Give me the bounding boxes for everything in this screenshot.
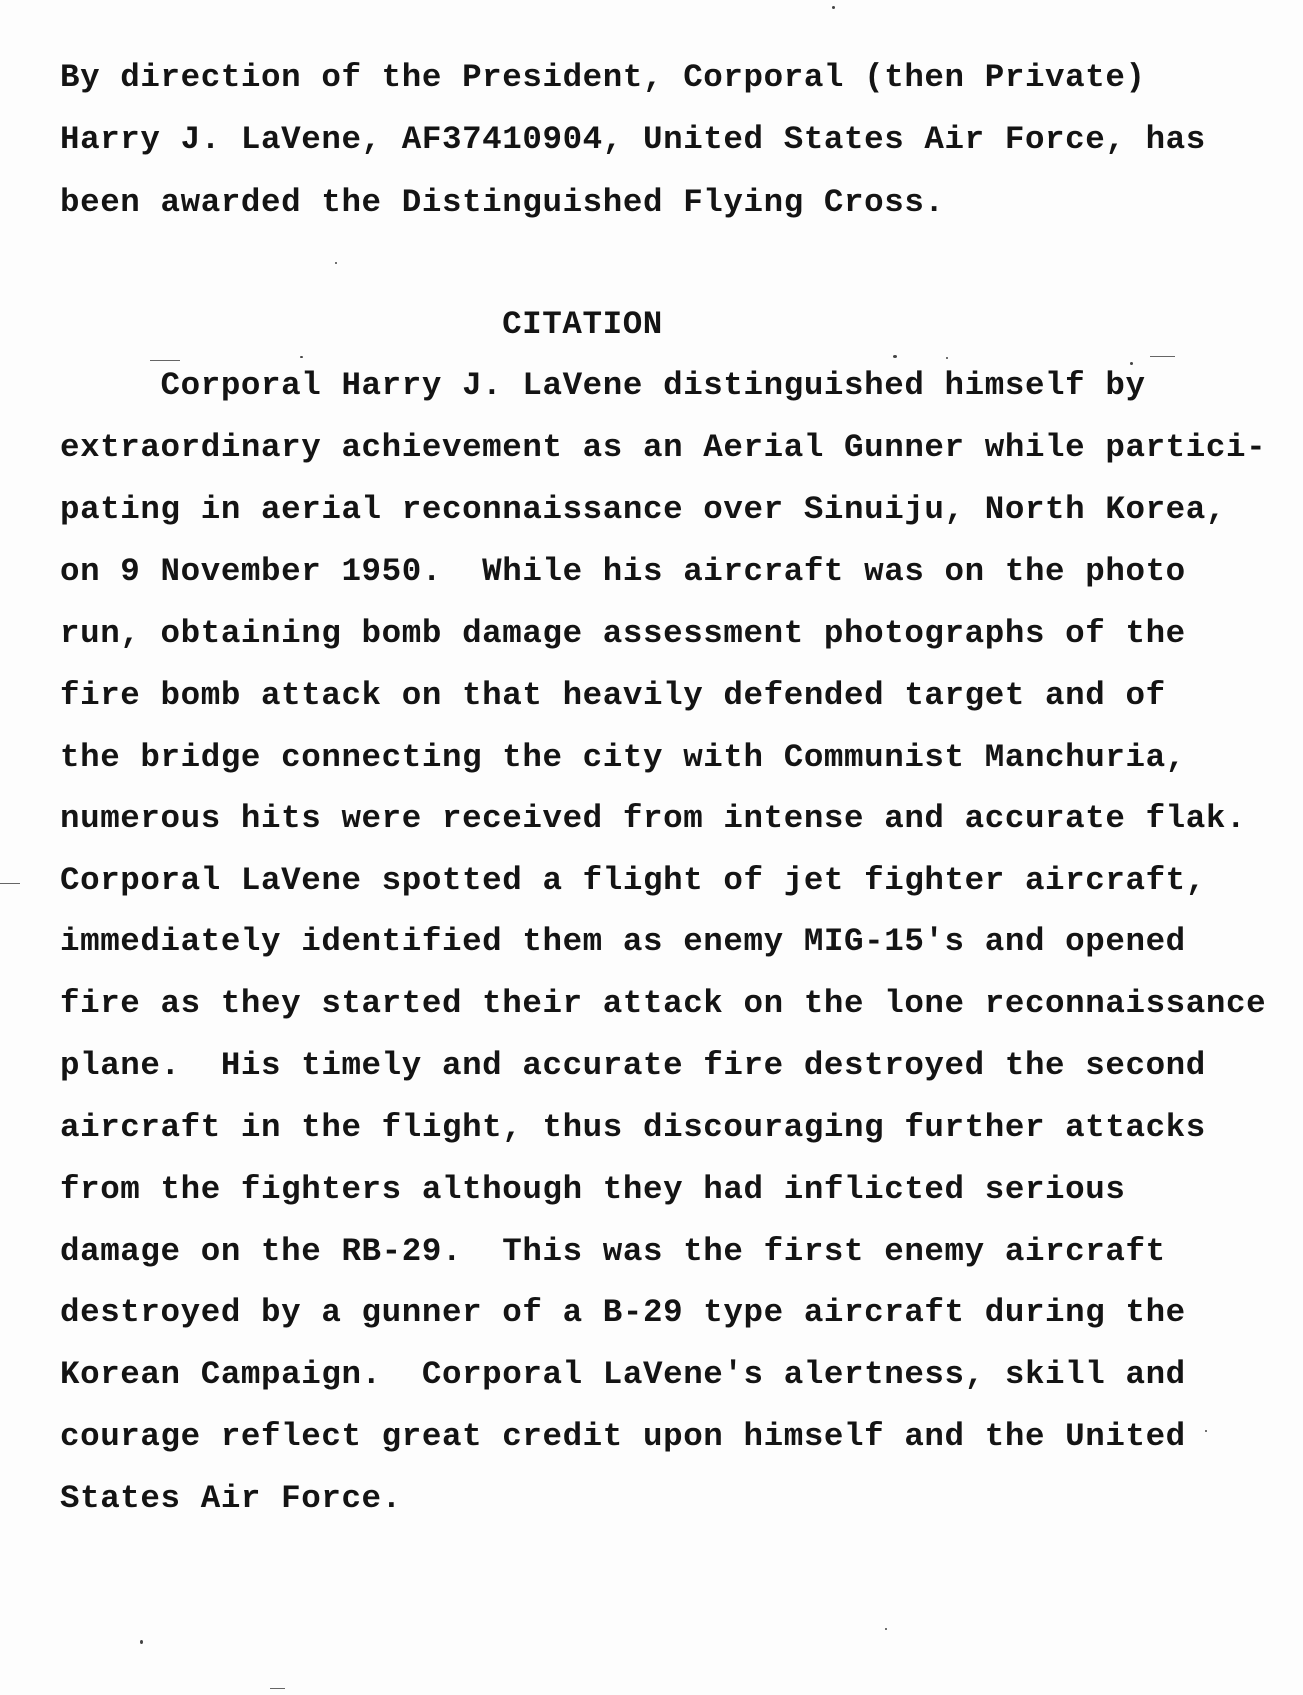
citation-line-2: extraordinary achievement as an Aerial Gunner while partici- (60, 429, 1267, 466)
scan-speck (1205, 1430, 1207, 1432)
scan-mark (1150, 356, 1175, 357)
citation-line-5: run, obtaining bomb damage assessment photographs of the (60, 615, 1186, 652)
citation-line-10: immediately identified them as enemy MIG-15's and opened (60, 923, 1186, 960)
scan-speck (946, 357, 948, 359)
scan-mark (270, 1688, 285, 1689)
citation-line-16: destroyed by a gunner of a B-29 type aircraft during the (60, 1294, 1186, 1331)
award-line-2: Harry J. LaVene, AF37410904, United States Air Force, has (60, 121, 1206, 158)
scan-speck (893, 355, 897, 358)
scan-speck (300, 356, 303, 358)
citation-heading: CITATION (502, 306, 663, 343)
scan-speck (832, 6, 835, 9)
citation-line-12: plane. His timely and accurate fire destroyed the second (60, 1047, 1206, 1084)
award-line-3: been awarded the Distinguished Flying Cross. (60, 184, 945, 221)
citation-line-13: aircraft in the flight, thus discouraging further attacks (60, 1109, 1206, 1146)
citation-line-4: on 9 November 1950. While his aircraft was on the photo (60, 553, 1186, 590)
citation-line-18: courage reflect great credit upon himself and the United (60, 1418, 1186, 1455)
citation-line-8: numerous hits were received from intense and accurate flak. (60, 800, 1247, 837)
scan-mark (150, 360, 180, 361)
citation-line-19: States Air Force. (60, 1480, 402, 1517)
scan-mark (0, 883, 20, 884)
citation-line-1: Corporal Harry J. LaVene distinguished himself by (60, 367, 1146, 404)
scan-speck (1130, 362, 1133, 365)
citation-line-3: pating in aerial reconnaissance over Sinuiju, North Korea, (60, 491, 1226, 528)
citation-line-6: fire bomb attack on that heavily defended target and of (60, 677, 1166, 714)
citation-line-17: Korean Campaign. Corporal LaVene's alertness, skill and (60, 1356, 1186, 1393)
citation-line-15: damage on the RB-29. This was the first enemy aircraft (60, 1233, 1166, 1270)
scan-speck (140, 1640, 143, 1644)
citation-line-9: Corporal LaVene spotted a flight of jet fighter aircraft, (60, 862, 1206, 899)
citation-line-7: the bridge connecting the city with Communist Manchuria, (60, 739, 1186, 776)
citation-line-14: from the fighters although they had inflicted serious (60, 1171, 1126, 1208)
citation-line-11: fire as they started their attack on the lone reconnaissance (60, 985, 1267, 1022)
scan-speck (335, 262, 337, 264)
scan-speck (885, 1628, 887, 1630)
award-line-1: By direction of the President, Corporal (then Private) (60, 59, 1146, 96)
